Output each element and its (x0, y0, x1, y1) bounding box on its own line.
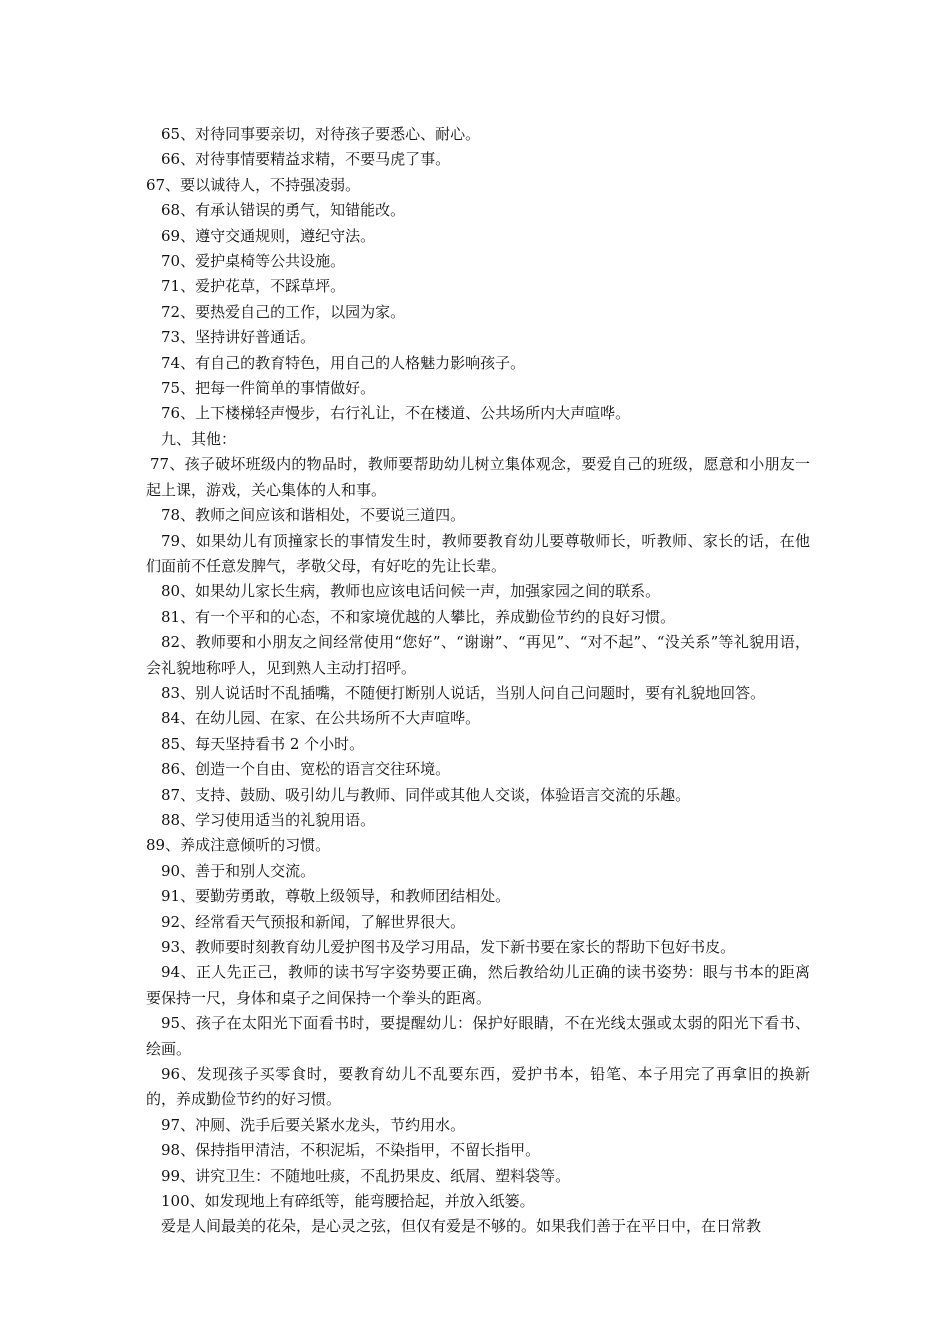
paragraph: 68、有承认错误的勇气，知错能改。 (161, 201, 406, 220)
paragraph: 82、教师要和小朋友之间经常使用“您好”、“谢谢”、“再见”、“对不起”、“没关系”等礼貌用语，会礼貌地称呼人，见到熟人主动打招呼。 (146, 633, 810, 677)
paragraph: 92、经常看天气预报和新闻，了解世界很大。 (161, 912, 466, 931)
paragraph: 84、在幼儿园、在家、在公共场所不大声喧哗。 (161, 709, 481, 728)
paragraph: 100、如发现地上有碎纸等，能弯腰拾起，并放入纸篓。 (161, 1192, 535, 1211)
paragraph: 九、其他： (161, 429, 237, 448)
document-page (146, 122, 810, 1240)
paragraph: 90、善于和别人交流。 (161, 861, 316, 880)
paragraph: 97、冲厕、洗手后要关紧水龙头，节约用水。 (161, 1115, 466, 1134)
paragraph: 93、教师要时刻教育幼儿爱护图书及学习用品，发下新书要在家长的帮助下包好书皮。 (161, 938, 736, 956)
paragraph: 80、如果幼儿家长生病，教师也应该电话问候一声，加强家园之间的联系。 (161, 582, 661, 601)
paragraph: 67、要以诚待人，不持强凌弱。 (146, 175, 361, 194)
paragraph: 75、把每一件简单的事情做好。 (161, 379, 376, 398)
paragraph: 77、孩子破坏班级内的物品时，教师要帮助幼儿树立集体观念，要爱自己的班级，愿意和小朋友一起上课，游戏，关心集体的人和事。 (146, 455, 810, 499)
paragraph: 65、对待同事要亲切，对待孩子要悉心、耐心。 (161, 125, 481, 143)
paragraph: 76、上下楼梯轻声慢步，右行礼让，不在楼道、公共场所内大声喧哗。 (161, 404, 631, 423)
paragraph: 88、学习使用适当的礼貌用语。 (161, 810, 376, 829)
paragraph: 95、孩子在太阳光下面看书时，要提醒幼儿：保护好眼睛，不在光线太强或太弱的阳光下看书、绘画。 (146, 1014, 810, 1058)
paragraph: 69、遵守交通规则，遵纪守法。 (161, 226, 376, 245)
paragraph: 爱是人间最美的花朵，是心灵之弦，但仅有爱是不够的。如果我们善于在平日中，在日常教 (161, 1217, 762, 1236)
paragraph: 85、每天坚持看书 2 个小时。 (161, 734, 365, 753)
paragraph: 83、别人说话时不乱插嘴，不随便打断别人说话，当别人问自己问题时，要有礼貌地回答。 (161, 683, 766, 702)
paragraph: 91、要勤劳勇敢，尊敬上级领导，和教师团结相处。 (161, 887, 511, 906)
paragraph: 96、发现孩子买零食时，要教育幼儿不乱要东西，爱护书本，铅笔、本子用完了再拿旧的换新的，养成勤俭节约的好习惯。 (146, 1065, 810, 1109)
paragraph: 86、创造一个自由、宽松的语言交往环境。 (161, 760, 451, 779)
paragraph: 70、爱护桌椅等公共设施。 (161, 252, 346, 271)
paragraph: 81、有一个平和的心态，不和家境优越的人攀比，养成勤俭节约的良好习惯。 (161, 607, 676, 626)
paragraph: 99、讲究卫生：不随地吐痰，不乱扔果皮、纸屑、塑料袋等。 (161, 1166, 571, 1185)
paragraph: 66、对待事情要精益求精，不要马虎了事。 (161, 150, 451, 169)
paragraph: 74、有自己的教育特色，用自己的人格魅力影响孩子。 (161, 353, 526, 372)
paragraph: 79、如果幼儿有顶撞家长的事情发生时，教师要教育幼儿要尊敬师长，听教师、家长的话，在他们面前不任意发脾气，孝敬父母，有好吃的先让长辈。 (146, 531, 810, 575)
paragraph: 94、正人先正己，教师的读书写字姿势要正确，然后教给幼儿正确的读书姿势：眼与书本的距离要保持一尺，身体和桌子之间保持一个拳头的距离。 (146, 963, 810, 1007)
paragraph: 71、爱护花草，不踩草坪。 (161, 277, 346, 296)
paragraph: 89、养成注意倾听的习惯。 (146, 836, 331, 855)
paragraph: 73、坚持讲好普通话。 (161, 328, 316, 347)
paragraph: 78、教师之间应该和谐相处，不要说三道四。 (161, 506, 466, 525)
paragraph: 72、要热爱自己的工作，以园为家。 (161, 302, 406, 321)
paragraph: 87、支持、鼓励、吸引幼儿与教师、同伴或其他人交谈，体验语言交流的乐趣。 (161, 785, 691, 804)
paragraph: 98、保持指甲清洁，不积泥垢，不染指甲，不留长指甲。 (161, 1141, 541, 1160)
